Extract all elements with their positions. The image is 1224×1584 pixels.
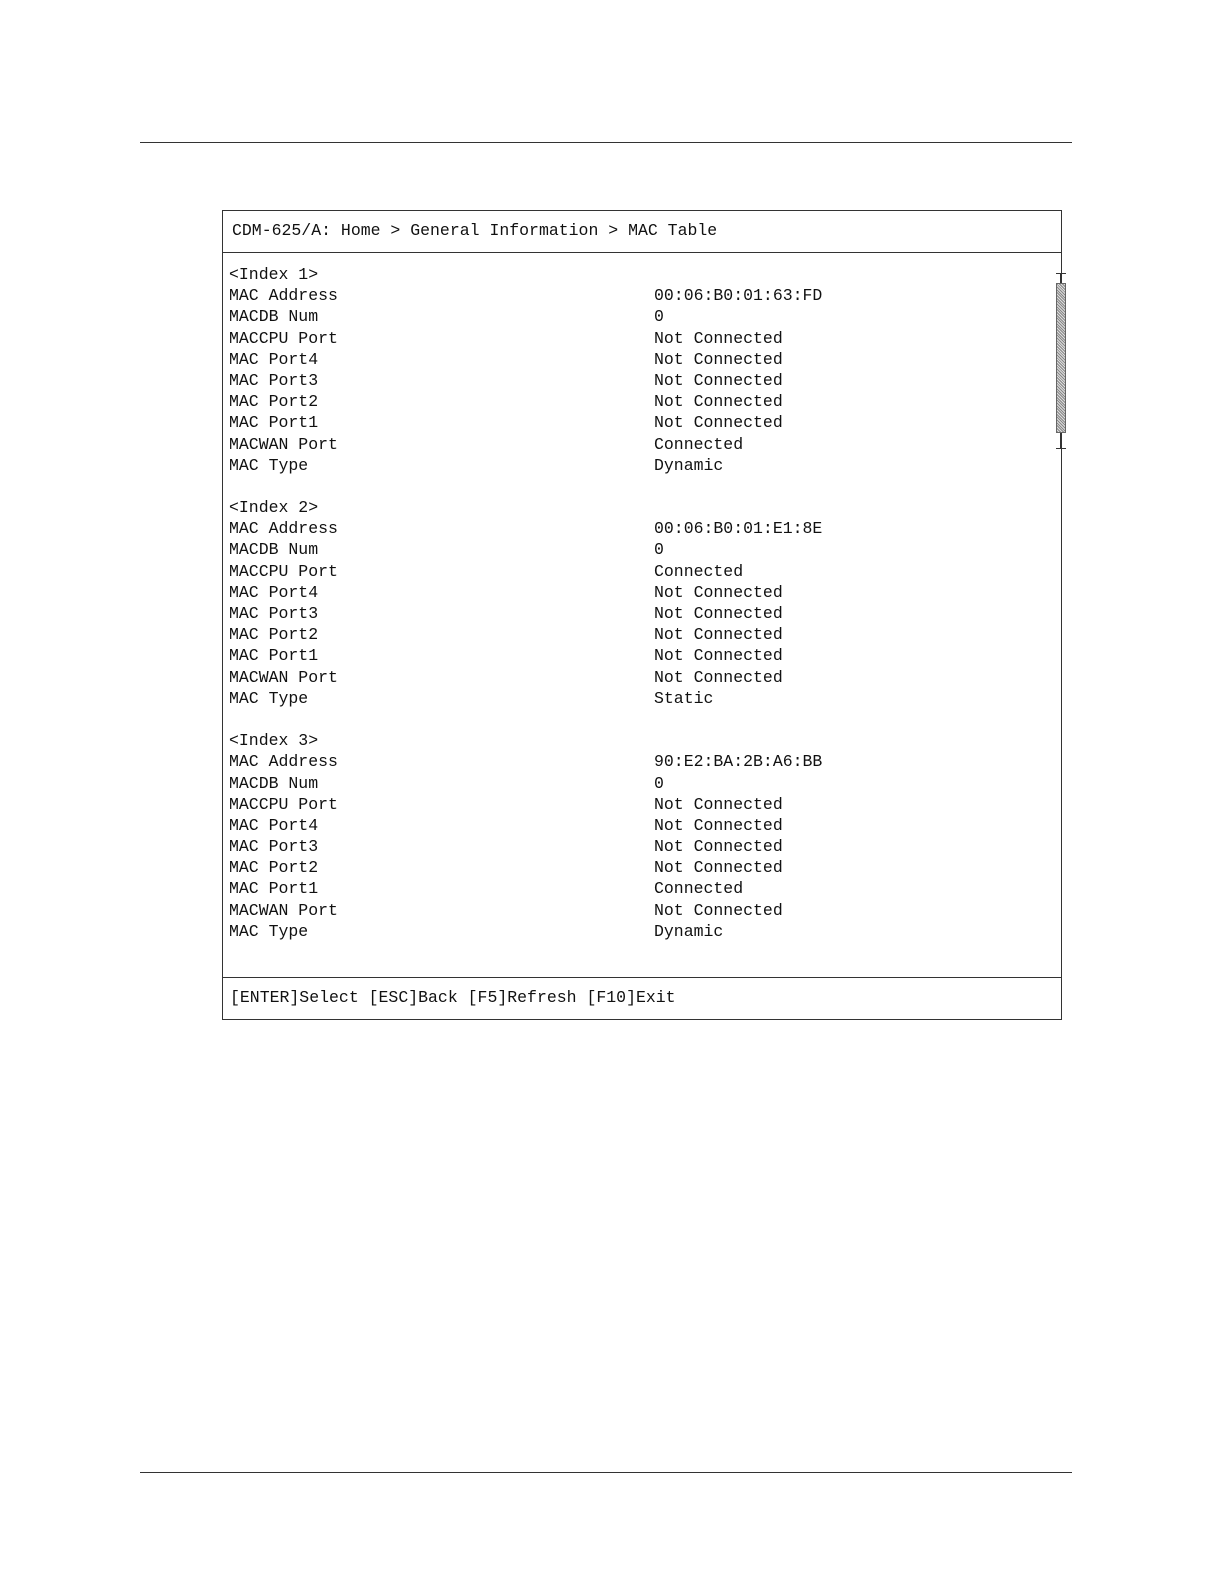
field-mac-port2 — [229, 624, 1049, 645]
field-value: 0 — [654, 307, 664, 327]
field-value: Connected — [654, 434, 744, 454]
field-value: 90:E2:BA:2B:A6:BB — [654, 752, 823, 772]
field-mac-address — [229, 285, 1049, 306]
vertical-scrollbar[interactable] — [1055, 273, 1067, 449]
field-mac-port2 — [229, 857, 1049, 878]
field-label: MAC Port3 — [229, 837, 319, 857]
field-mac-type — [229, 688, 1049, 709]
field-value: Not Connected — [654, 794, 783, 814]
entry-index-header: <Index 2> — [229, 498, 319, 518]
terminal-window — [222, 210, 1062, 1020]
field-label: MACDB Num — [229, 773, 319, 793]
field-mac-type — [229, 455, 1049, 476]
field-label: MAC Port4 — [229, 582, 319, 602]
field-mac-port2 — [229, 391, 1049, 412]
field-maccpu-port — [229, 561, 1049, 582]
field-label: MACDB Num — [229, 540, 319, 560]
field-value: Not Connected — [654, 858, 783, 878]
field-maccpu-port — [229, 794, 1049, 815]
mac-entry — [229, 730, 1049, 942]
field-macdb-num — [229, 539, 1049, 560]
field-mac-type — [229, 921, 1049, 942]
field-label: MACCPU Port — [229, 328, 338, 348]
field-mac-port3 — [229, 603, 1049, 624]
field-mac-port1 — [229, 645, 1049, 666]
field-label: MAC Port2 — [229, 625, 319, 645]
field-label: MAC Port2 — [229, 858, 319, 878]
field-macdb-num — [229, 773, 1049, 794]
page-header-rule — [140, 142, 1072, 143]
field-label: MACDB Num — [229, 307, 319, 327]
field-macdb-num — [229, 306, 1049, 327]
field-mac-address — [229, 751, 1049, 772]
key-hint-bar: [ENTER]Select [ESC]Back [F5]Refresh [F10]Exit — [223, 977, 1061, 1019]
field-value: Not Connected — [654, 646, 783, 666]
field-value: Dynamic — [654, 455, 724, 475]
field-label: MAC Port3 — [229, 370, 319, 390]
field-value: Not Connected — [654, 349, 783, 369]
field-label: MAC Port4 — [229, 349, 319, 369]
scrollbar-top-cap — [1056, 273, 1066, 274]
field-label: MAC Port1 — [229, 413, 319, 433]
field-label: MACWAN Port — [229, 900, 338, 920]
field-value: Not Connected — [654, 625, 783, 645]
entry-index-header: <Index 3> — [229, 731, 319, 751]
field-value: Not Connected — [654, 392, 783, 412]
field-label: MAC Port4 — [229, 815, 319, 835]
field-maccpu-port — [229, 328, 1049, 349]
field-label: MAC Port1 — [229, 879, 319, 899]
field-mac-port4 — [229, 815, 1049, 836]
field-macwan-port — [229, 434, 1049, 455]
field-mac-port4 — [229, 349, 1049, 370]
scrollbar-thumb[interactable] — [1056, 283, 1066, 433]
field-value: 00:06:B0:01:E1:8E — [654, 519, 823, 539]
scrollbar-bottom-cap — [1056, 448, 1066, 449]
field-value: Not Connected — [654, 815, 783, 835]
field-value: Not Connected — [654, 413, 783, 433]
field-label: MAC Type — [229, 455, 309, 475]
field-value: Not Connected — [654, 370, 783, 390]
field-value: Static — [654, 688, 714, 708]
field-label: MAC Port3 — [229, 604, 319, 623]
breadcrumb-title: CDM-625/A: Home > General Information > MAC Table — [223, 211, 1061, 253]
field-mac-port1 — [229, 878, 1049, 899]
field-macwan-port — [229, 667, 1049, 688]
field-value: Not Connected — [654, 328, 783, 348]
field-mac-port3 — [229, 836, 1049, 857]
field-label: MACWAN Port — [229, 434, 338, 454]
field-label: MAC Address — [229, 286, 338, 306]
field-mac-port1 — [229, 412, 1049, 433]
field-mac-port3 — [229, 370, 1049, 391]
field-value: Not Connected — [654, 604, 783, 623]
entry-index-header: <Index 1> — [229, 265, 319, 284]
field-value: Connected — [654, 879, 744, 899]
field-label: MAC Address — [229, 752, 338, 772]
field-value: 00:06:B0:01:63:FD — [654, 286, 823, 306]
field-mac-port4 — [229, 582, 1049, 603]
field-value: 0 — [654, 540, 664, 560]
field-label: MAC Type — [229, 921, 309, 941]
field-mac-address — [229, 518, 1049, 539]
field-value: Not Connected — [654, 667, 783, 687]
field-label: MAC Port2 — [229, 392, 319, 412]
field-label: MAC Port1 — [229, 646, 319, 666]
field-value: Connected — [654, 561, 744, 581]
page-footer-rule — [140, 1472, 1072, 1473]
field-label: MACCPU Port — [229, 794, 338, 814]
field-value: Not Connected — [654, 837, 783, 857]
field-value: 0 — [654, 773, 664, 793]
field-label: MACWAN Port — [229, 667, 338, 687]
mac-entry — [229, 264, 1049, 476]
field-label: MAC Type — [229, 688, 309, 708]
field-value: Not Connected — [654, 900, 783, 920]
mac-entry — [229, 497, 1049, 709]
field-value: Not Connected — [654, 582, 783, 602]
field-label: MACCPU Port — [229, 561, 338, 581]
mac-table-list[interactable] — [229, 264, 1049, 974]
field-label: MAC Address — [229, 519, 338, 539]
field-value: Dynamic — [654, 921, 724, 941]
field-macwan-port — [229, 900, 1049, 921]
